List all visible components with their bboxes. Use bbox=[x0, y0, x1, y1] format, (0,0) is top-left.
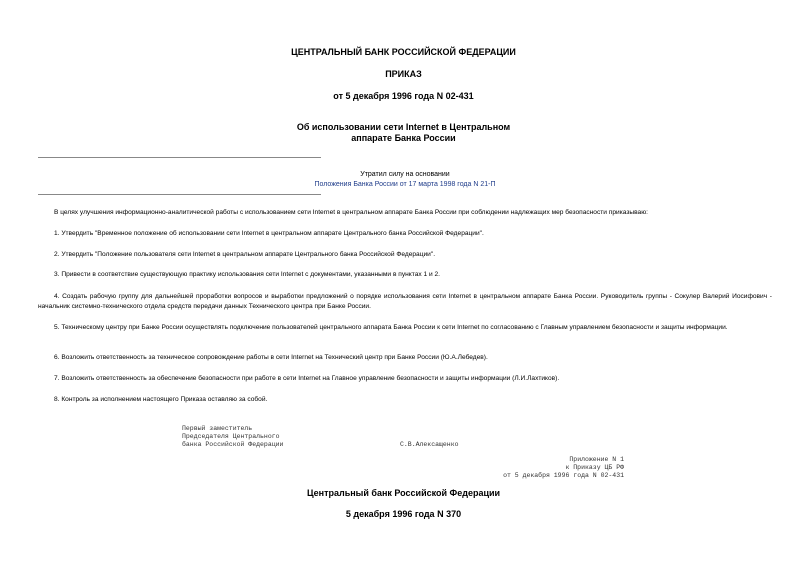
next-section-issuer: Центральный банк Российской Федерации bbox=[306, 488, 501, 498]
signature-title-line-3: банка Российской Федерации bbox=[182, 441, 284, 448]
status-note-text: Утратил силу на основании bbox=[360, 171, 450, 178]
next-section-date-number: 5 декабря 1996 года N 370 bbox=[345, 509, 462, 519]
order-item-2: 2. Утвердить "Положение пользователя сети Internet в центральном аппарате Центрального банка Российской Федерации". bbox=[54, 251, 436, 258]
document-date-number: от 5 декабря 1996 года N 02-431 bbox=[333, 91, 474, 101]
signature-title-line-2: Председателя Центрального bbox=[182, 433, 280, 440]
status-note bbox=[300, 170, 510, 190]
signatory-name: С.В.Алексащенко bbox=[400, 441, 459, 448]
order-item-8: 8. Контроль за исполнением настоящего Приказа оставляю за собой. bbox=[54, 396, 268, 403]
preamble-paragraph: В целях улучшения информационно-аналитической работы с использованием сети Internet в центральном аппарате Банка России при соблюдении надлежащих мер безопасности приказываю: bbox=[54, 209, 648, 216]
status-note-link[interactable]: Положения Банка России от 17 марта 1998 года N 21-П bbox=[314, 181, 496, 188]
order-item-6: 6. Возложить ответственность за техническое сопровождение работы в сети Internet на Технический центр при Банке России (Ю.А.Лебедев). bbox=[54, 354, 488, 361]
order-item-1: 1. Утвердить "Временное положение об использовании сети Internet в центральном аппарате Центрального банка Российской Федерации". bbox=[54, 230, 484, 237]
divider-top bbox=[38, 157, 321, 158]
order-item-5: 5. Техническому центру при Банке России осуществлять подключение пользователей центрального аппарата Банка России к сети Internet по согласованию с Главным управлением безопасности и защиты информации. bbox=[54, 324, 728, 331]
document-title-line-1: Об использовании сети Internet в Центральном bbox=[296, 122, 511, 132]
order-item-7: 7. Возложить ответственность за обеспечение безопасности при работе в сети Internet на Главное управление безопасности и защиты информации (Л.И.Лахтиков). bbox=[54, 375, 560, 382]
appendix-ref-line-1: Приложение N 1 bbox=[569, 456, 624, 463]
issuer-heading: ЦЕНТРАЛЬНЫЙ БАНК РОССИЙСКОЙ ФЕДЕРАЦИИ bbox=[291, 47, 516, 57]
appendix-ref-line-3: от 5 декабря 1996 года N 02-431 bbox=[503, 472, 624, 479]
signature-title-line-1: Первый заместитель bbox=[182, 425, 253, 432]
order-item-4: 4. Создать рабочую группу для дальнейшей проработки вопросов и выработки предложений о порядке использования сети Internet в центральном аппарате Банка России. Руководитель группы - Сокулер Валерий Иосифович - начальник системно-технического отдела средств передачи данных Технического центра при Банке России. bbox=[38, 293, 772, 310]
order-item-3: 3. Привести в соответствие существующую практику использования сети Internet с документами, указанными в пунктах 1 и 2. bbox=[54, 271, 441, 278]
divider-bottom bbox=[38, 194, 321, 195]
appendix-ref-line-2: к Приказу ЦБ РФ bbox=[565, 464, 624, 471]
document-title-line-2: аппарате Банка России bbox=[351, 133, 456, 143]
document-type: ПРИКАЗ bbox=[385, 69, 422, 79]
